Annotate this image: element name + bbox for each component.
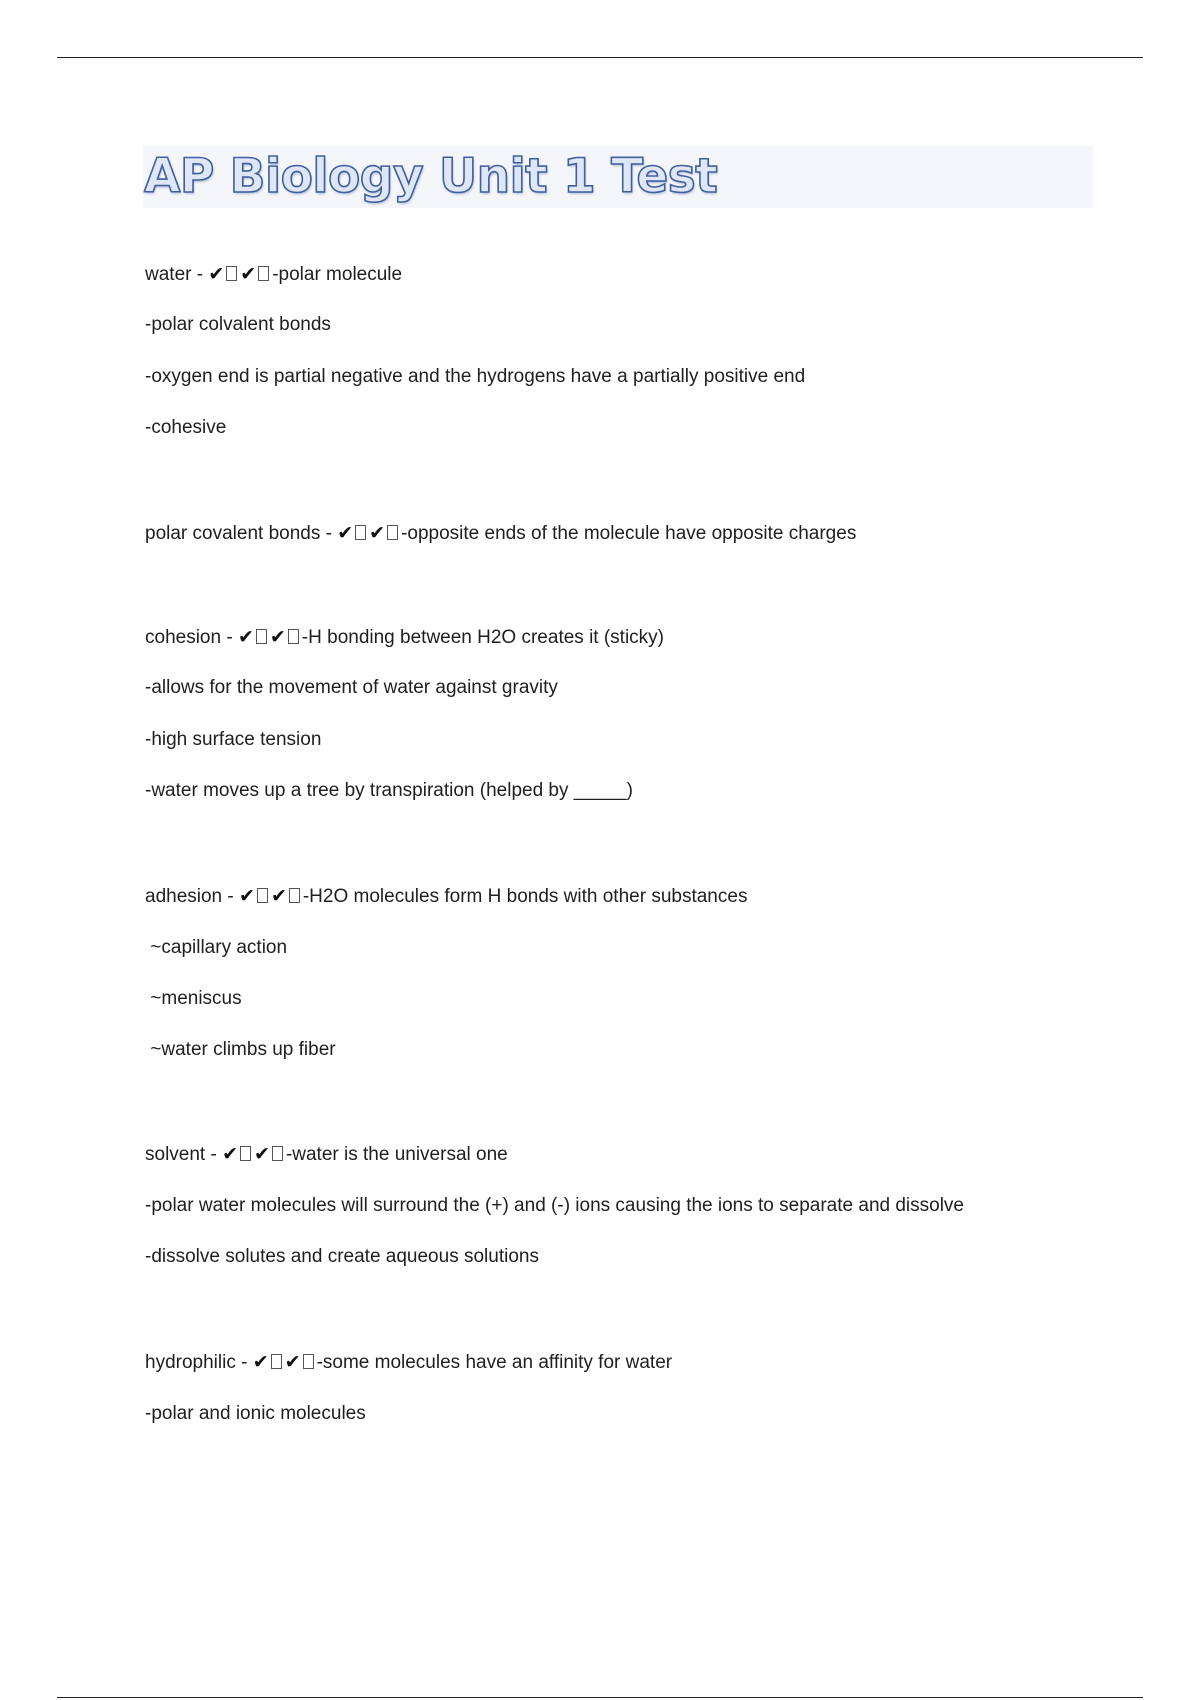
entry-term: polar covalent bonds - bbox=[145, 523, 338, 544]
bottom-rule bbox=[57, 1697, 1143, 1698]
entry-detail: -high surface tension bbox=[145, 729, 322, 750]
box-glyph-icon bbox=[272, 1146, 283, 1161]
entry-detail: ~water climbs up fiber bbox=[145, 1039, 336, 1060]
box-glyph-icon bbox=[226, 266, 237, 281]
entry-definition: -some molecules have an affinity for water bbox=[316, 1352, 673, 1373]
box-glyph-icon bbox=[303, 1354, 314, 1369]
check-mark-icon: ✔ bbox=[240, 263, 257, 285]
entry-term: cohesion - bbox=[145, 627, 238, 648]
check-mark-icon: ✔ bbox=[337, 522, 354, 544]
check-mark-icon: ✔ bbox=[270, 885, 287, 907]
entry-detail: -polar water molecules will surround the (+) and (-) ions causing the ions to separate and dissolve bbox=[145, 1195, 964, 1216]
entry-detail: -cohesive bbox=[145, 417, 227, 438]
box-glyph-icon bbox=[240, 1146, 251, 1161]
box-glyph-icon bbox=[258, 266, 269, 281]
entry-hydrophilic-heading bbox=[145, 1350, 672, 1375]
entry-detail: ~capillary action bbox=[145, 937, 288, 958]
entry-term: solvent - bbox=[145, 1144, 223, 1165]
check-mark-icon: ✔ bbox=[369, 522, 386, 544]
entry-definition: -H bonding between H2O creates it (sticky) bbox=[301, 627, 665, 648]
entry-detail: -dissolve solutes and create aqueous solutions bbox=[145, 1246, 539, 1267]
box-glyph-icon bbox=[257, 888, 268, 903]
check-mark-icon: ✔ bbox=[239, 885, 255, 907]
box-glyph-icon bbox=[256, 629, 267, 644]
check-mark-icon: ✔ bbox=[252, 1351, 269, 1373]
entry-definition: -polar molecule bbox=[272, 264, 403, 285]
box-glyph-icon bbox=[288, 629, 299, 644]
entry-cohesion-heading bbox=[145, 625, 664, 650]
entry-detail: -polar colvalent bonds bbox=[145, 314, 331, 335]
entry-detail: -polar and ionic molecules bbox=[145, 1403, 366, 1424]
check-mark-icon: ✔ bbox=[222, 1143, 239, 1165]
check-mark-icon: ✔ bbox=[269, 626, 286, 648]
entry-detail: -allows for the movement of water against gravity bbox=[145, 677, 558, 698]
entry-water-heading bbox=[145, 262, 402, 287]
entry-adhesion-heading bbox=[145, 884, 747, 909]
entry-term: water - bbox=[145, 264, 209, 285]
box-glyph-icon bbox=[289, 888, 300, 903]
entry-detail: -oxygen end is partial negative and the hydrogens have a partially positive end bbox=[145, 366, 806, 387]
entry-term: hydrophilic - bbox=[145, 1352, 253, 1373]
entry-detail: -water moves up a tree by transpiration (helped by _____) bbox=[145, 780, 633, 801]
entry-detail: ~meniscus bbox=[145, 988, 242, 1009]
check-mark-icon: ✔ bbox=[208, 263, 225, 285]
entry-definition: -opposite ends of the molecule have opposite charges bbox=[401, 523, 857, 544]
entry-definition: -water is the universal one bbox=[285, 1144, 508, 1165]
check-mark-icon: ✔ bbox=[254, 1143, 270, 1165]
box-glyph-icon bbox=[355, 525, 366, 540]
entry-term: adhesion - bbox=[145, 886, 240, 907]
entry-solvent-heading bbox=[145, 1142, 508, 1167]
top-rule bbox=[57, 57, 1143, 58]
check-mark-icon: ✔ bbox=[237, 626, 254, 648]
box-glyph-icon bbox=[271, 1354, 282, 1369]
entry-polar-covalent-bonds-heading bbox=[145, 521, 856, 546]
check-mark-icon: ✔ bbox=[284, 1351, 301, 1373]
box-glyph-icon bbox=[387, 525, 398, 540]
page-title: AP Biology Unit 1 Test bbox=[144, 149, 718, 204]
entry-definition: -H2O molecules form H bonds with other substances bbox=[302, 886, 748, 907]
